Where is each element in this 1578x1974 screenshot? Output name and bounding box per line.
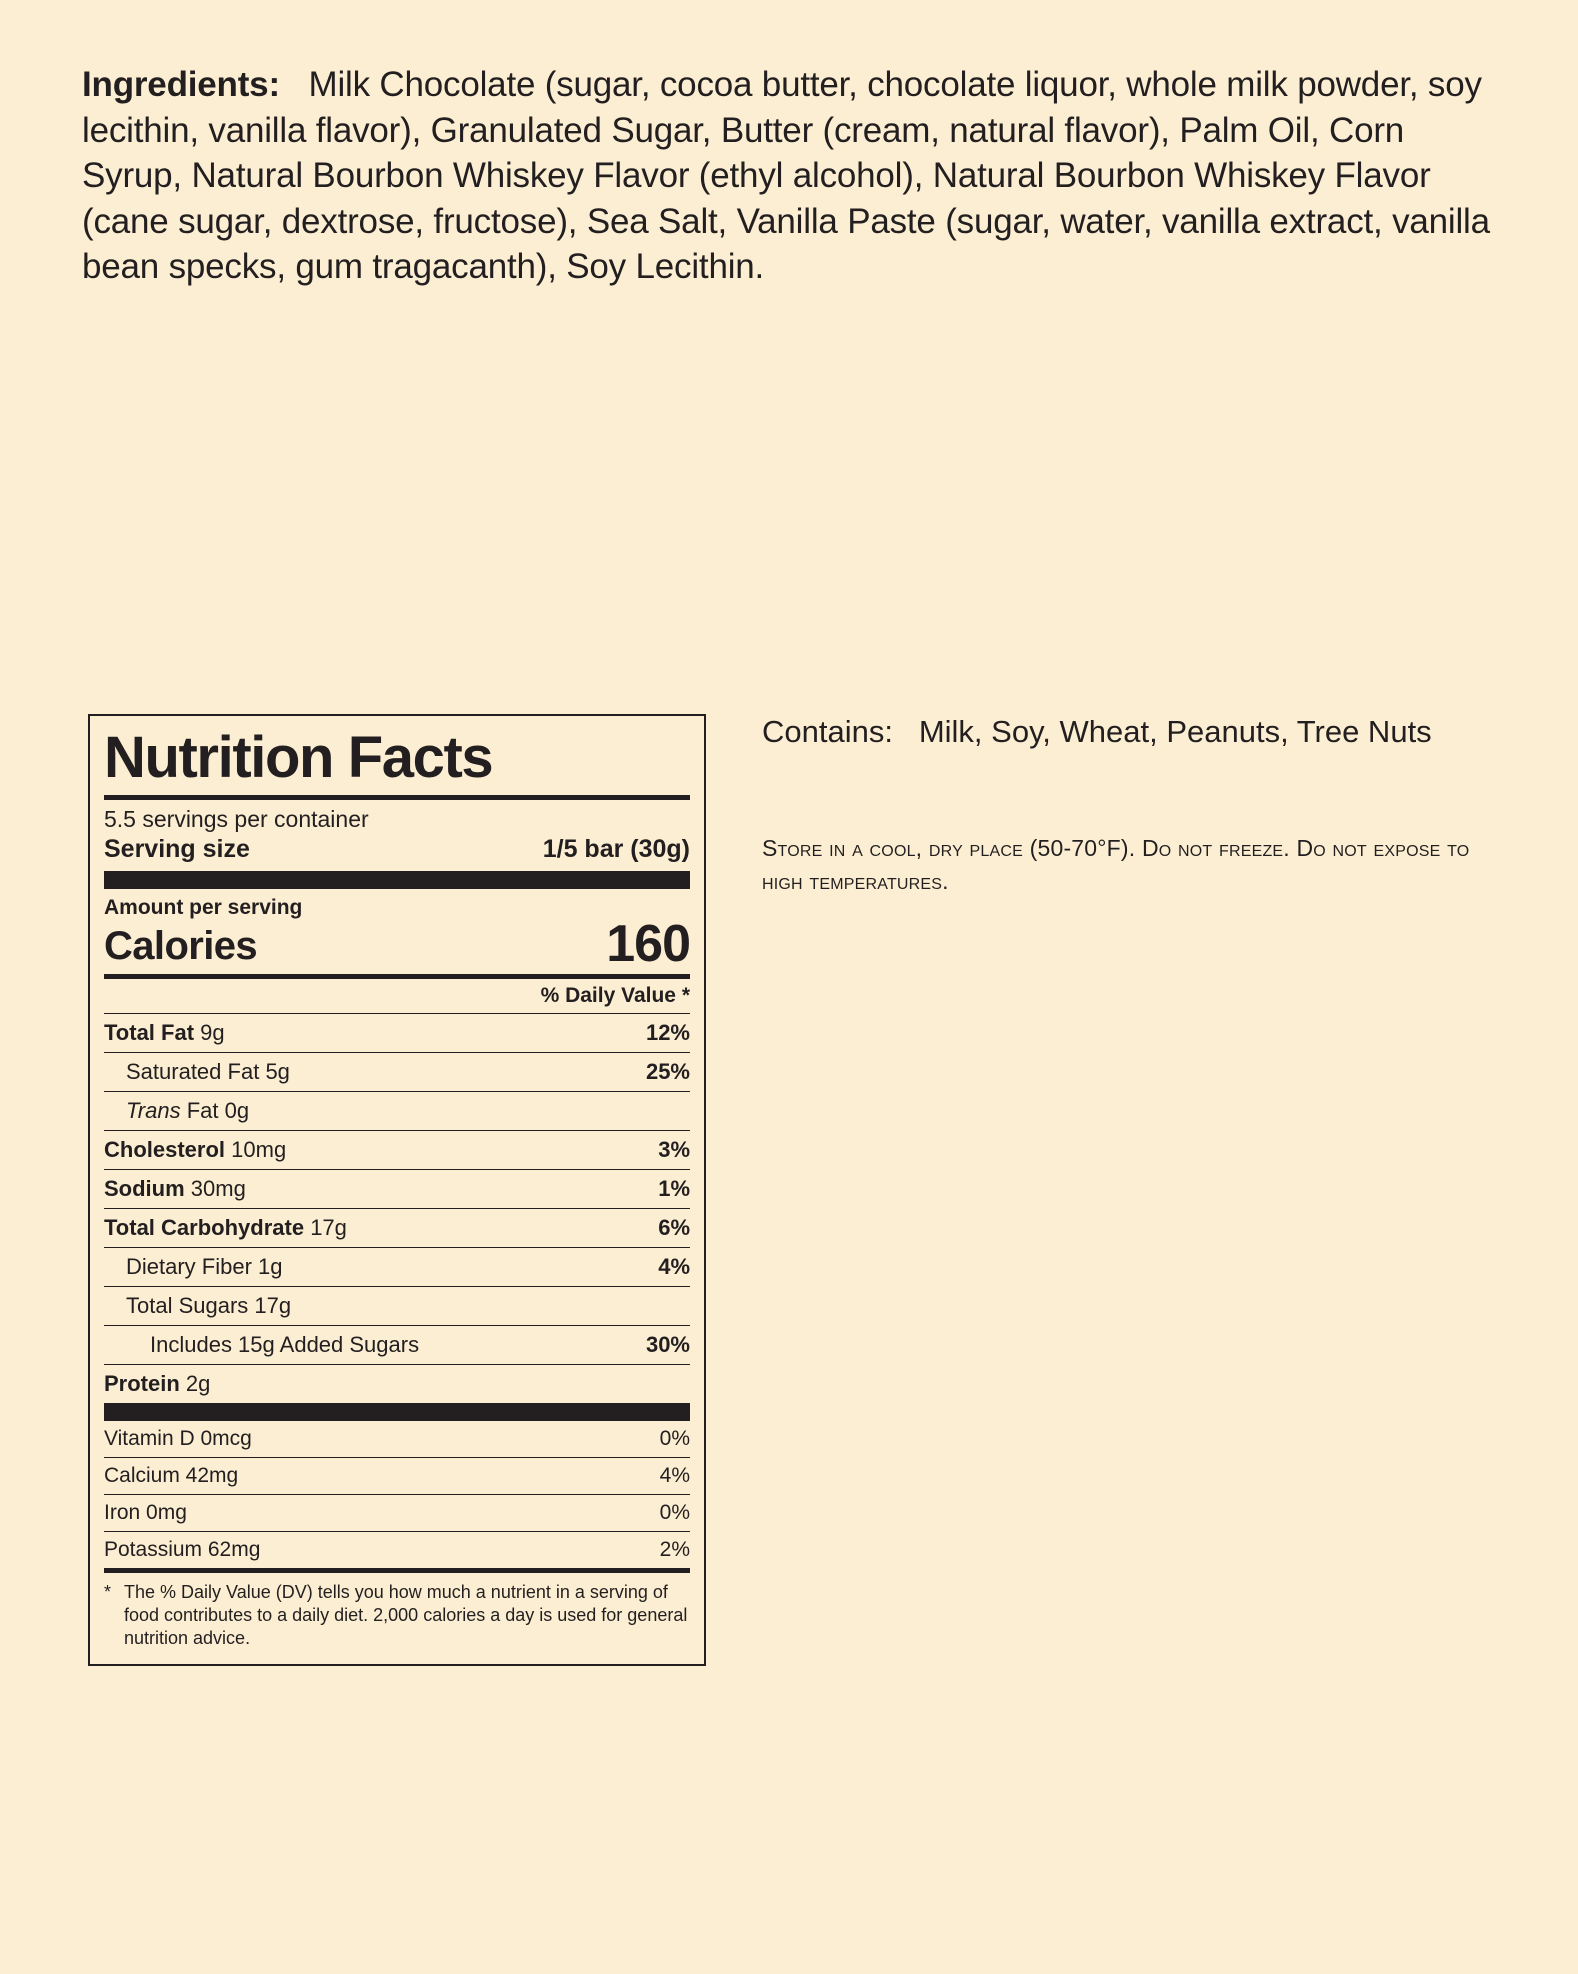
nutrition-facts-panel bbox=[88, 714, 706, 1666]
serving-size-row bbox=[104, 834, 690, 871]
nutrient-amount: 9g bbox=[200, 1020, 225, 1046]
nutrient-name: Includes 15g Added Sugars bbox=[150, 1332, 420, 1358]
table-row bbox=[104, 1531, 690, 1568]
divider-thick-vitamins bbox=[104, 1403, 690, 1421]
ingredients-label: Ingredients: bbox=[82, 65, 280, 104]
vitamin-dv: 4% bbox=[659, 1464, 690, 1488]
ingredients-block bbox=[82, 62, 1502, 290]
contains-block bbox=[762, 712, 1482, 752]
table-row bbox=[104, 1421, 690, 1457]
nutrient-name: Total Fat bbox=[104, 1020, 195, 1046]
nutrient-dv: 4% bbox=[658, 1254, 690, 1280]
nutrient-amount: 17g bbox=[254, 1293, 292, 1319]
nutrient-amount: 2g bbox=[185, 1371, 211, 1397]
nutrient-amount: 1g bbox=[258, 1254, 283, 1280]
nutrient-name: Sodium bbox=[104, 1176, 185, 1202]
nutrient-amount: Fat 0g bbox=[186, 1098, 250, 1124]
vitamin-name: Potassium 62mg bbox=[104, 1538, 261, 1562]
nutrient-name: Saturated Fat bbox=[126, 1059, 260, 1085]
nutrient-amount: 30mg bbox=[190, 1176, 246, 1202]
vitamin-dv: 0% bbox=[659, 1501, 690, 1525]
nutrient-name: Total Carbohydrate bbox=[104, 1215, 305, 1241]
table-row bbox=[104, 1325, 690, 1364]
calories-value: 160 bbox=[606, 914, 690, 973]
table-row bbox=[104, 1364, 690, 1403]
table-row bbox=[104, 1286, 690, 1325]
table-row bbox=[104, 1013, 690, 1052]
nutrient-amount: 5g bbox=[265, 1059, 290, 1085]
table-row bbox=[104, 1494, 690, 1531]
calories-label: Calories bbox=[104, 924, 258, 969]
serving-size-label: Serving size bbox=[104, 834, 250, 863]
table-row bbox=[104, 1130, 690, 1169]
storage-instructions: Store in a cool, dry place (50-70°F). Do not freeze. Do not expose to high temperatures. bbox=[762, 835, 1470, 894]
vitamin-name: Calcium 42mg bbox=[104, 1464, 239, 1488]
nutrient-dv: 1% bbox=[658, 1176, 690, 1202]
nutrient-dv: 25% bbox=[645, 1059, 690, 1085]
contains-text: Milk, Soy, Wheat, Peanuts, Tree Nuts bbox=[918, 714, 1432, 749]
daily-value-header: % Daily Value * bbox=[540, 984, 690, 1008]
ingredients-text: Milk Chocolate (sugar, cocoa butter, chocolate liquor, whole milk powder, soy lecithin, vanilla flavor), Granulated Sugar, Butter (cream, natural flavor), Palm Oil, Corn Syrup, Natural Bourbon Whiskey Flavor (ethyl alcohol), Natural Bourbon Whiskey Flavor (cane sugar, dextrose, fructose), Sea Salt, Vanilla Paste (sugar, water, vanilla extract, vanilla bean specks, gum tragacanth), Soy Lecithin. bbox=[82, 65, 1490, 286]
nutrient-amount: 17g bbox=[310, 1215, 347, 1241]
table-row bbox=[104, 1052, 690, 1091]
vitamin-dv: 0% bbox=[659, 1427, 690, 1451]
nutrient-name: Cholesterol bbox=[104, 1137, 226, 1163]
nutrient-name: Protein bbox=[104, 1371, 180, 1397]
nutrition-facts-title: Nutrition Facts bbox=[104, 725, 493, 790]
divider-thick-top bbox=[104, 871, 690, 889]
calories-row bbox=[104, 914, 690, 974]
table-row bbox=[104, 1091, 690, 1130]
serving-size-value: 1/5 bar (30g) bbox=[542, 834, 690, 863]
servings-per-container: 5.5 servings per container bbox=[104, 805, 369, 832]
table-row bbox=[104, 1457, 690, 1494]
table-row bbox=[104, 1208, 690, 1247]
nutrient-dv: 12% bbox=[645, 1020, 690, 1046]
vitamin-name: Iron 0mg bbox=[104, 1501, 187, 1525]
nutrient-dv: 6% bbox=[658, 1215, 690, 1241]
footnote-block bbox=[104, 1573, 690, 1650]
table-row bbox=[104, 1247, 690, 1286]
nutrient-dv: 3% bbox=[658, 1137, 690, 1163]
table-row bbox=[104, 1169, 690, 1208]
vitamin-dv: 2% bbox=[659, 1538, 690, 1562]
nutrient-amount: 10mg bbox=[231, 1137, 287, 1163]
amount-per-serving-label: Amount per serving bbox=[104, 895, 303, 919]
footnote-star: * bbox=[104, 1582, 112, 1603]
nutrient-dv: 30% bbox=[645, 1332, 690, 1358]
contains-label: Contains: bbox=[762, 714, 893, 749]
vitamin-name: Vitamin D 0mcg bbox=[104, 1427, 252, 1451]
footnote-text: The % Daily Value (DV) tells you how much a nutrient in a serving of food contributes to a daily diet. 2,000 calories a day is used for general nutrition advice. bbox=[124, 1582, 688, 1649]
nutrient-name: Trans bbox=[126, 1098, 181, 1124]
nutrient-name: Total Sugars bbox=[126, 1293, 249, 1319]
nutrient-name: Dietary Fiber bbox=[126, 1254, 252, 1280]
